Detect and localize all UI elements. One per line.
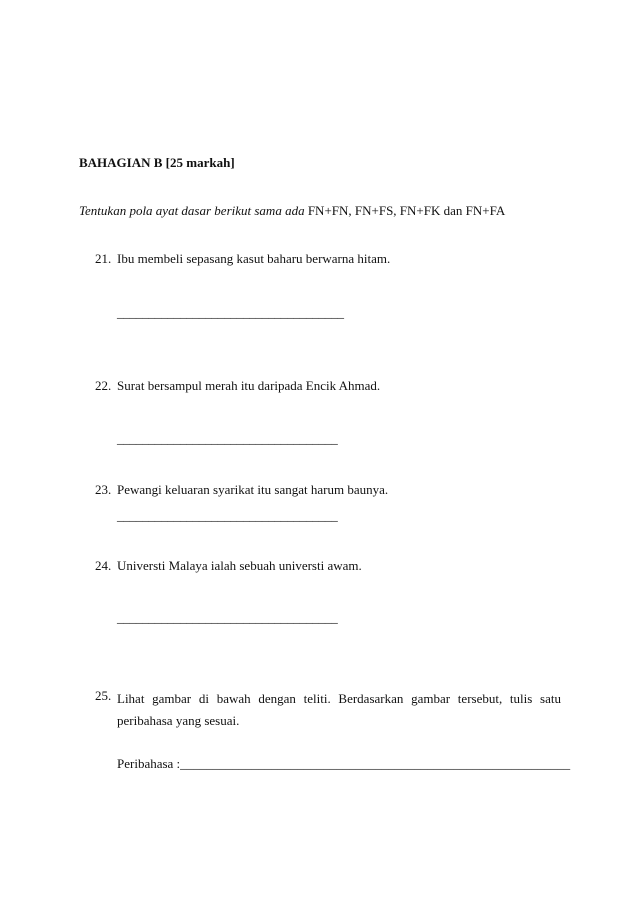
- question-text: Universti Malaya ialah sebuah universti awam.: [117, 558, 362, 573]
- question-number: 21.: [95, 251, 112, 266]
- question-text: Surat bersampul merah itu daripada Encik Ahmad.: [117, 378, 381, 393]
- answer-line[interactable]: ____________________________________: [117, 305, 344, 320]
- instruction: [79, 203, 505, 219]
- peribahasa-label: Peribahasa :: [117, 756, 181, 771]
- question-number: 22.: [95, 378, 112, 393]
- question-number: 23.: [95, 482, 112, 497]
- instruction-italic-text: Tentukan pola ayat dasar berikut sama ada: [79, 203, 308, 218]
- question-text: Ibu membeli sepasang kasut baharu berwarna hitam.: [117, 251, 391, 266]
- question-number: 25.: [95, 688, 112, 703]
- answer-line[interactable]: ___________________________________: [117, 508, 338, 523]
- question-text-line: peribahasa yang sesuai.: [117, 713, 240, 728]
- question-text: Pewangi keluaran syarikat itu sangat harum baunya.: [117, 482, 389, 497]
- answer-line[interactable]: ____________________________________________________________: [180, 756, 571, 771]
- question-text-line: Lihat gambar di bawah dengan teliti. Berdasarkan gambar tersebut, tulis satu: [117, 691, 561, 706]
- question-number: 24.: [95, 558, 112, 573]
- section-heading: BAHAGIAN B [25 markah]: [79, 155, 235, 170]
- answer-line[interactable]: ___________________________________: [117, 610, 338, 625]
- question-text: [117, 688, 561, 732]
- instruction-pattern-text: FN+FN, FN+FS, FN+FK dan FN+FA: [307, 203, 506, 218]
- peribahasa-answer: [117, 756, 570, 772]
- answer-line[interactable]: ___________________________________: [117, 431, 338, 446]
